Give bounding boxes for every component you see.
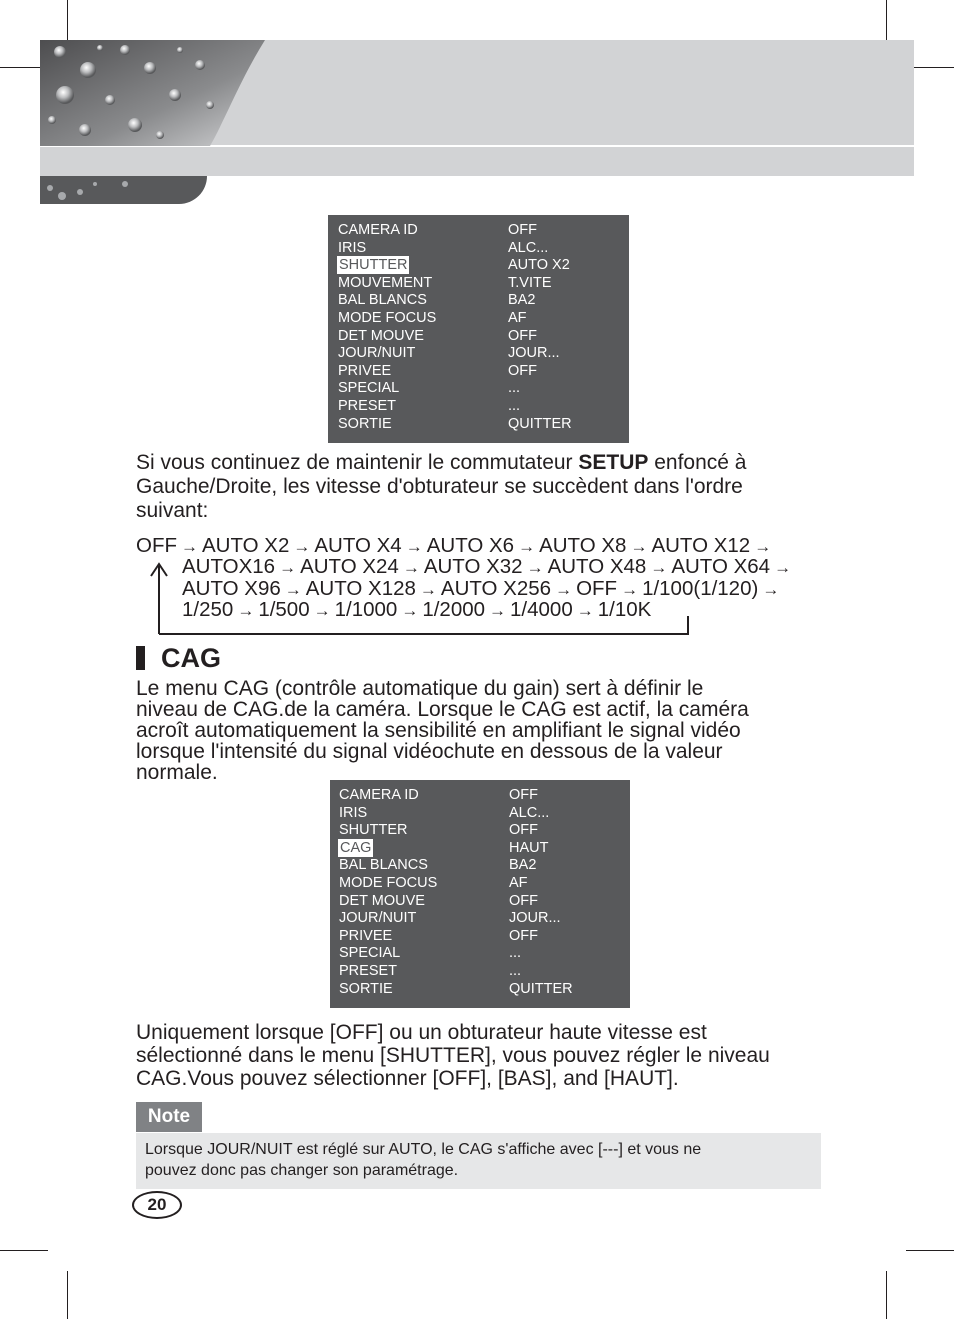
menu-value: JOUR...	[509, 910, 561, 927]
menu-label: SPECIAL	[338, 380, 400, 397]
shutter-value: AUTO X8	[539, 534, 627, 557]
shutter-value: 1/2000	[422, 598, 486, 621]
shutter-value: AUTO X24	[300, 555, 399, 578]
menu-label: CAMERA ID	[338, 222, 418, 238]
menu-value: AUTO X2	[508, 257, 570, 274]
sequence-loop-arrow	[148, 560, 698, 640]
paragraph-line: acroît automatiquement la sensibilité en amplifiant le signal vidéo	[136, 719, 741, 742]
setup-keyword: SETUP	[578, 451, 649, 474]
intro-paragraph	[136, 451, 747, 523]
arrow-right-icon: →	[526, 558, 544, 577]
menu-row	[339, 875, 630, 893]
menu-value: JOUR...	[508, 345, 560, 362]
menu-value: AF	[509, 874, 528, 891]
arrow-right-icon: →	[489, 601, 507, 620]
intro-text: Gauche/Droite, les vitesse d'obturateur se succèdent dans l'ordre	[136, 475, 743, 498]
menu-label: DET MOUVE	[338, 327, 424, 344]
menu-value: OFF	[508, 222, 537, 238]
menu-label: SPECIAL	[339, 945, 401, 962]
menu-label: JOUR/NUIT	[338, 345, 416, 362]
paragraph-line: lorsque l'intensité du signal vidéochute en dessous de la valeur	[136, 740, 723, 763]
menu-label: PRIVEE	[338, 362, 392, 379]
menu-value: HAUT	[509, 839, 549, 856]
menu-value: OFF	[509, 787, 538, 803]
menu-row	[339, 857, 630, 875]
menu-row	[338, 292, 629, 310]
menu-label: DET MOUVE	[339, 892, 425, 909]
cag-paragraph	[136, 678, 749, 783]
menu-row	[339, 945, 630, 963]
shutter-value: AUTO X64	[671, 555, 771, 578]
menu-value: BA2	[509, 857, 537, 874]
menu-value: OFF	[508, 362, 537, 379]
menu-label: SHUTTER	[339, 822, 408, 839]
arrow-right-icon: →	[650, 558, 668, 577]
paragraph-line: niveau de CAG.de la caméra. Lorsque le CAG est actif, la caméra	[136, 698, 749, 721]
shutter-value: 1/10K	[597, 598, 652, 621]
arrow-right-icon: →	[293, 537, 311, 556]
menu-value: OFF	[509, 927, 538, 944]
menu-row	[339, 893, 630, 911]
menu-value: ...	[508, 397, 521, 414]
menu-value: ...	[509, 945, 522, 962]
menu-row	[338, 328, 629, 346]
menu-value: OFF	[508, 327, 537, 344]
shutter-value: AUTO X2	[202, 534, 290, 557]
header-strip	[40, 147, 914, 176]
menu-row	[338, 363, 629, 381]
page-number: 20	[132, 1191, 182, 1219]
section-title-cag	[136, 643, 221, 673]
arrow-right-icon: →	[402, 558, 420, 577]
menu-row	[339, 963, 630, 981]
shutter-value: OFF	[576, 577, 618, 600]
intro-text: suivant:	[136, 499, 209, 522]
shutter-value: AUTO X6	[426, 534, 515, 557]
menu-label: SORTIE	[339, 980, 393, 997]
section-title-text: CAG	[161, 642, 221, 673]
arrow-right-icon: →	[401, 601, 419, 620]
shutter-value: AUTO X256	[440, 577, 552, 600]
arrow-right-icon: →	[181, 537, 198, 556]
menu-value: ALC...	[508, 239, 549, 256]
menu-row	[339, 840, 630, 858]
note-box	[136, 1133, 821, 1189]
intro-text: Si vous continuez de maintenir le commutateur	[136, 451, 579, 474]
shutter-value: 1/4000	[510, 598, 573, 621]
arrow-right-icon: →	[621, 580, 639, 599]
menu-row	[338, 310, 629, 328]
menu-label: SORTIE	[338, 415, 392, 432]
paragraph-line: CAG.Vous pouvez sélectionner [OFF], [BAS], and [HAUT].	[136, 1067, 679, 1090]
menu-label: JOUR/NUIT	[339, 910, 417, 927]
note-text: pouvez donc pas changer son paramétrage.	[145, 1162, 459, 1179]
menu-row	[339, 787, 630, 805]
arrow-right-icon: →	[284, 580, 302, 599]
menu-row	[339, 981, 630, 999]
arrow-right-icon: →	[555, 580, 573, 599]
menu-row	[338, 222, 629, 240]
arrow-right-icon: →	[405, 537, 423, 556]
menu-value: OFF	[509, 822, 538, 839]
arrow-right-icon: →	[237, 601, 255, 620]
paragraph-line: Le menu CAG (contrôle automatique du gain) sert à définir le	[136, 677, 704, 700]
menu-value: QUITTER	[509, 980, 573, 997]
crop-mark	[906, 1250, 954, 1251]
shutter-value: 1/500	[258, 598, 310, 621]
menu-value: ...	[509, 962, 522, 979]
arrow-right-icon: →	[279, 558, 297, 577]
water-drops-image	[40, 176, 160, 204]
arrow-right-icon: →	[518, 537, 536, 556]
crop-mark	[0, 1250, 48, 1251]
paragraph-line: sélectionné dans le menu [SHUTTER], vous pouvez régler le niveau	[136, 1044, 770, 1067]
shutter-value: AUTO X4	[314, 534, 402, 557]
menu-row	[338, 275, 629, 293]
osd-menu-shutter	[328, 215, 629, 443]
menu-label: MODE FOCUS	[338, 309, 437, 326]
note-text: Lorsque JOUR/NUIT est réglé sur AUTO, le CAG s'affiche avec [---] et vous ne	[145, 1141, 702, 1158]
menu-label: CAMERA ID	[339, 787, 419, 803]
arrow-right-icon: →	[762, 580, 780, 599]
shutter-value: AUTO X128	[305, 577, 416, 600]
shutter-value: 1/1000	[334, 598, 398, 621]
arrow-right-icon: →	[576, 601, 594, 620]
arrow-right-icon: →	[754, 537, 772, 556]
arrow-right-icon: →	[630, 537, 648, 556]
menu-row	[339, 928, 630, 946]
menu-label: MOUVEMENT	[338, 274, 433, 291]
menu-value: ...	[508, 380, 521, 397]
menu-row	[338, 257, 629, 275]
water-drops-image	[40, 40, 270, 146]
menu-row	[338, 240, 629, 258]
menu-row	[339, 822, 630, 840]
shutter-value: AUTO X12	[651, 534, 751, 557]
menu-row	[338, 380, 629, 398]
menu-value: BA2	[508, 292, 536, 309]
menu-label: PRIVEE	[339, 927, 393, 944]
menu-label: BAL BLANCS	[339, 857, 428, 874]
menu-value: ALC...	[509, 804, 550, 821]
menu-label: IRIS	[339, 804, 368, 821]
arrow-right-icon: →	[313, 601, 331, 620]
menu-row	[338, 398, 629, 416]
menu-label-selected: SHUTTER	[339, 257, 408, 274]
shutter-value: AUTO X32	[423, 555, 523, 578]
menu-label: PRESET	[338, 397, 397, 414]
menu-value: T.VITE	[508, 274, 552, 291]
shutter-value: 1/100(1/120)	[642, 577, 759, 600]
section-marker	[136, 646, 145, 670]
shutter-value: AUTO X48	[547, 555, 647, 578]
menu-row	[339, 805, 630, 823]
shutter-value: AUTO X96	[182, 577, 281, 600]
bottom-paragraph	[136, 1021, 770, 1090]
intro-text: enfoncé à	[648, 451, 747, 474]
shutter-value: 1/250	[182, 598, 234, 621]
menu-value: OFF	[509, 892, 538, 909]
crop-mark	[67, 1271, 68, 1319]
menu-label: PRESET	[339, 962, 398, 979]
shutter-value: OFF	[136, 534, 177, 557]
shutter-value: AUTOX16	[182, 555, 276, 578]
header-tab	[40, 176, 207, 204]
menu-value: AF	[508, 309, 527, 326]
arrow-right-icon: →	[774, 558, 792, 577]
menu-row	[339, 910, 630, 928]
paragraph-line: normale.	[136, 761, 218, 784]
menu-row	[338, 416, 629, 434]
menu-value: QUITTER	[508, 415, 572, 432]
menu-label-selected: CAG	[340, 839, 372, 856]
arrow-right-icon: →	[419, 580, 437, 599]
menu-label: IRIS	[338, 239, 367, 256]
menu-label: MODE FOCUS	[339, 874, 438, 891]
note-label: Note	[136, 1102, 202, 1132]
menu-label: BAL BLANCS	[338, 292, 427, 309]
paragraph-line: Uniquement lorsque [OFF] ou un obturateur haute vitesse est	[136, 1021, 707, 1044]
osd-menu-cag	[330, 780, 630, 1008]
crop-mark	[886, 1271, 887, 1319]
menu-row	[338, 345, 629, 363]
